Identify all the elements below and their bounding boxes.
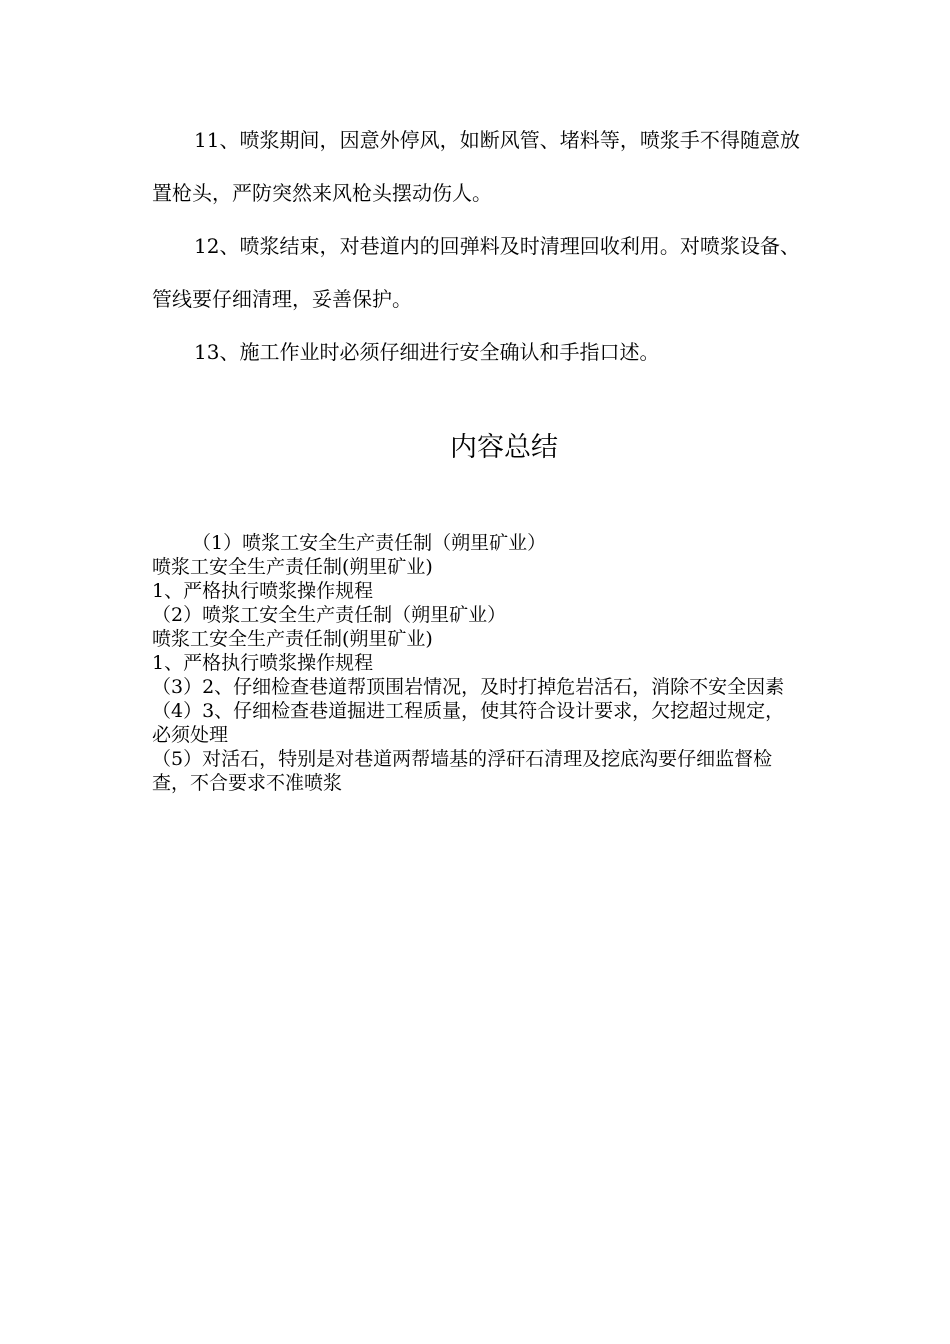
summary-title: 内容总结	[450, 432, 558, 463]
summary-line: 喷浆工安全生产责任制(朔里矿业)	[152, 628, 433, 650]
body-text	[152, 114, 800, 379]
paragraph-12: 12、喷浆结束，对巷道内的回弹料及时清理回收利用。对喷浆设备、管线要仔细清理，妥善保护。	[152, 234, 800, 311]
summary-line: 1、严格执行喷浆操作规程	[152, 652, 374, 674]
summary-line: 喷浆工安全生产责任制(朔里矿业)	[152, 556, 433, 578]
summary-line: （4）3、仔细检查巷道掘进工程质量，使其符合设计要求，欠挖超过规定，必须处理	[152, 700, 785, 746]
summary-line: （1）喷浆工安全生产责任制（朔里矿业）	[192, 532, 547, 554]
summary-line: 1、严格执行喷浆操作规程	[152, 580, 374, 602]
paragraph-13: 13、施工作业时必须仔细进行安全确认和手指口述。	[194, 340, 660, 364]
paragraph-11: 11、喷浆期间，因意外停风，如断风管、堵料等，喷浆手不得随意放置枪头，严防突然来风枪头摆动伤人。	[152, 128, 800, 205]
summary-line: （2）喷浆工安全生产责任制（朔里矿业）	[152, 604, 507, 626]
summary-line: （3）2、仔细检查巷道帮顶围岩情况，及时打掉危岩活石，消除不安全因素	[152, 676, 785, 698]
summary-block	[152, 531, 800, 795]
summary-line: （5）对活石，特别是对巷道两帮墙基的浮矸石清理及挖底沟要仔细监督检查，不合要求不准喷浆	[152, 748, 773, 794]
